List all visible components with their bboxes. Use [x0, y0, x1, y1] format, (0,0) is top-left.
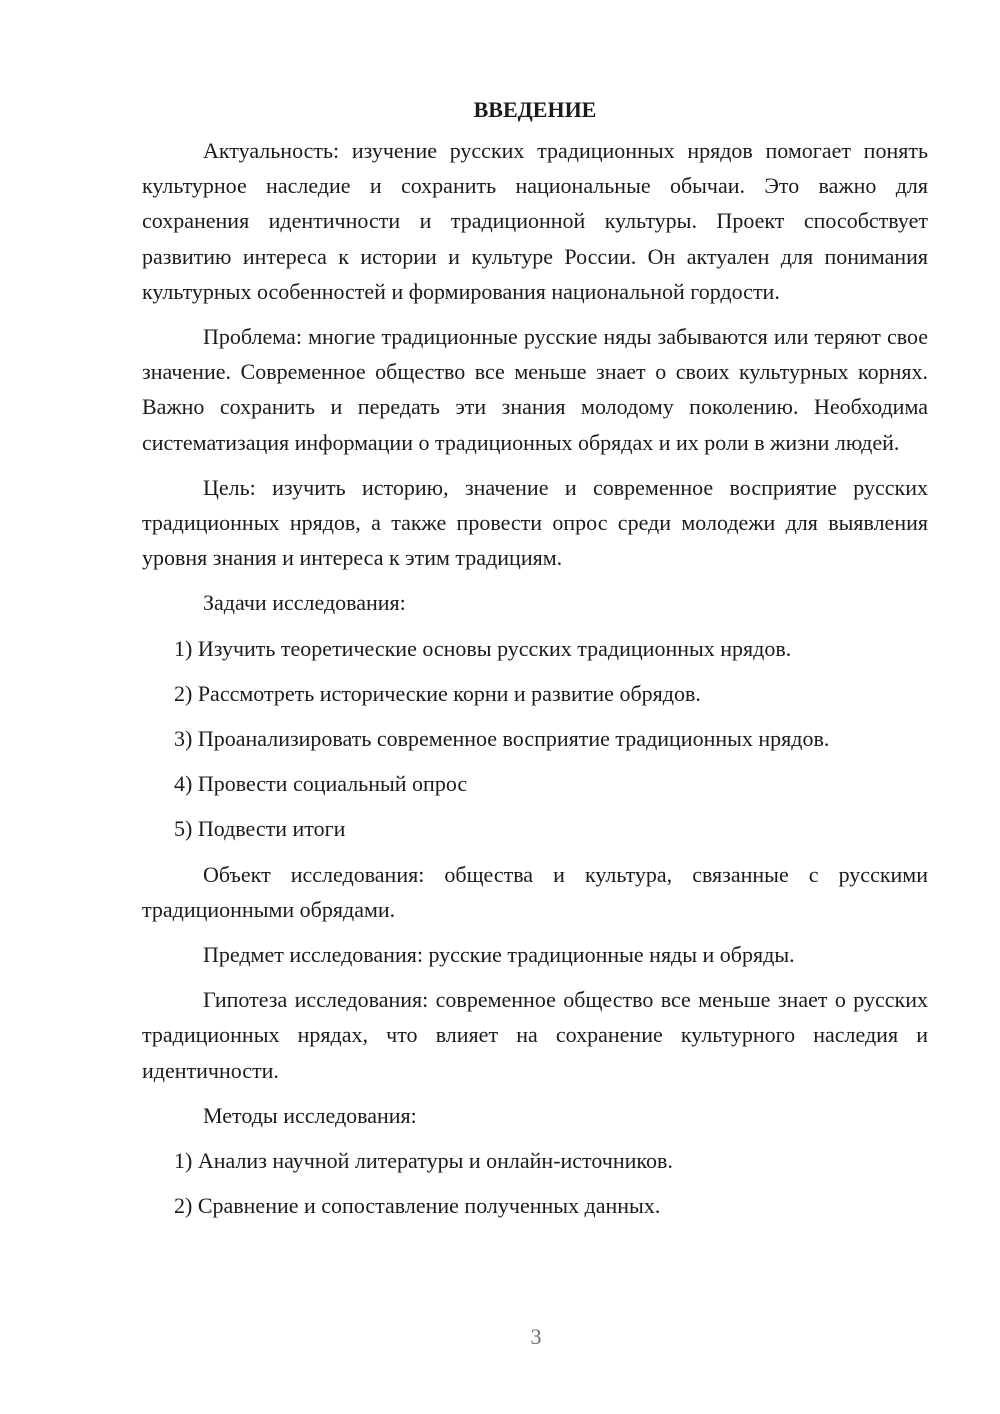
- tasks-heading: Задачи исследования:: [203, 590, 406, 616]
- methods-list: [142, 1143, 928, 1223]
- tasks-list: [142, 631, 928, 847]
- task-item: 4) Провести социальный опрос: [174, 771, 468, 797]
- method-item: 1) Анализ научной литературы и онлайн-источников.: [174, 1148, 673, 1174]
- methods-heading: Методы исследования:: [203, 1102, 417, 1128]
- page-number: 3: [530, 1324, 542, 1349]
- subject-paragraph: Предмет исследования: русские традиционные няды и обряды.: [203, 942, 795, 968]
- task-item: 3) Проанализировать современное восприятие традиционных нрядов.: [174, 726, 830, 752]
- hypothesis-paragraph: Гипотеза исследования: современное общество все меньше знает о русских традиционных нрядах, что влияет на сохранение культурного наследия и идентичности.: [142, 987, 928, 1083]
- object-paragraph: Объект исследования: общества и культура, связанные с русскими традиционными обрядами.: [142, 861, 928, 922]
- method-item: 2) Сравнение и сопоставление полученных данных.: [174, 1193, 661, 1219]
- problem-paragraph: Проблема: многие традиционные русские няды забываются или теряют свое значение. Современное общество все меньше знает о своих культурных корнях. Важно сохранить и передать эти знания молодому поколению. Необходима систематизация информации о традиционных обрядах и их роли в жизни людей.: [142, 324, 928, 455]
- section-title: ВВЕДЕНИЕ: [473, 97, 597, 122]
- relevance-paragraph: Актуальность: изучение русских традиционных нрядов помогает понять культурное наследие и сохранить национальные обычаи. Это важно для сохранения идентичности и традиционной культуры. Проект способствует развитию интереса к истории и культуре России. Он актуален для понимания культурных особенностей и формирования национальной гордости.: [142, 138, 928, 304]
- page-content: [142, 95, 928, 1233]
- goal-paragraph: Цель: изучить историю, значение и современное восприятие русских традиционных нрядов, а также провести опрос среди молодежи для выявления уровня знания и интереса к этим традициям.: [142, 474, 928, 571]
- task-item: 1) Изучить теоретические основы русских традиционных нрядов.: [174, 635, 792, 661]
- task-item: 5) Подвести итоги: [174, 816, 346, 842]
- task-item: 2) Рассмотреть исторические корни и развитие обрядов.: [174, 680, 701, 706]
